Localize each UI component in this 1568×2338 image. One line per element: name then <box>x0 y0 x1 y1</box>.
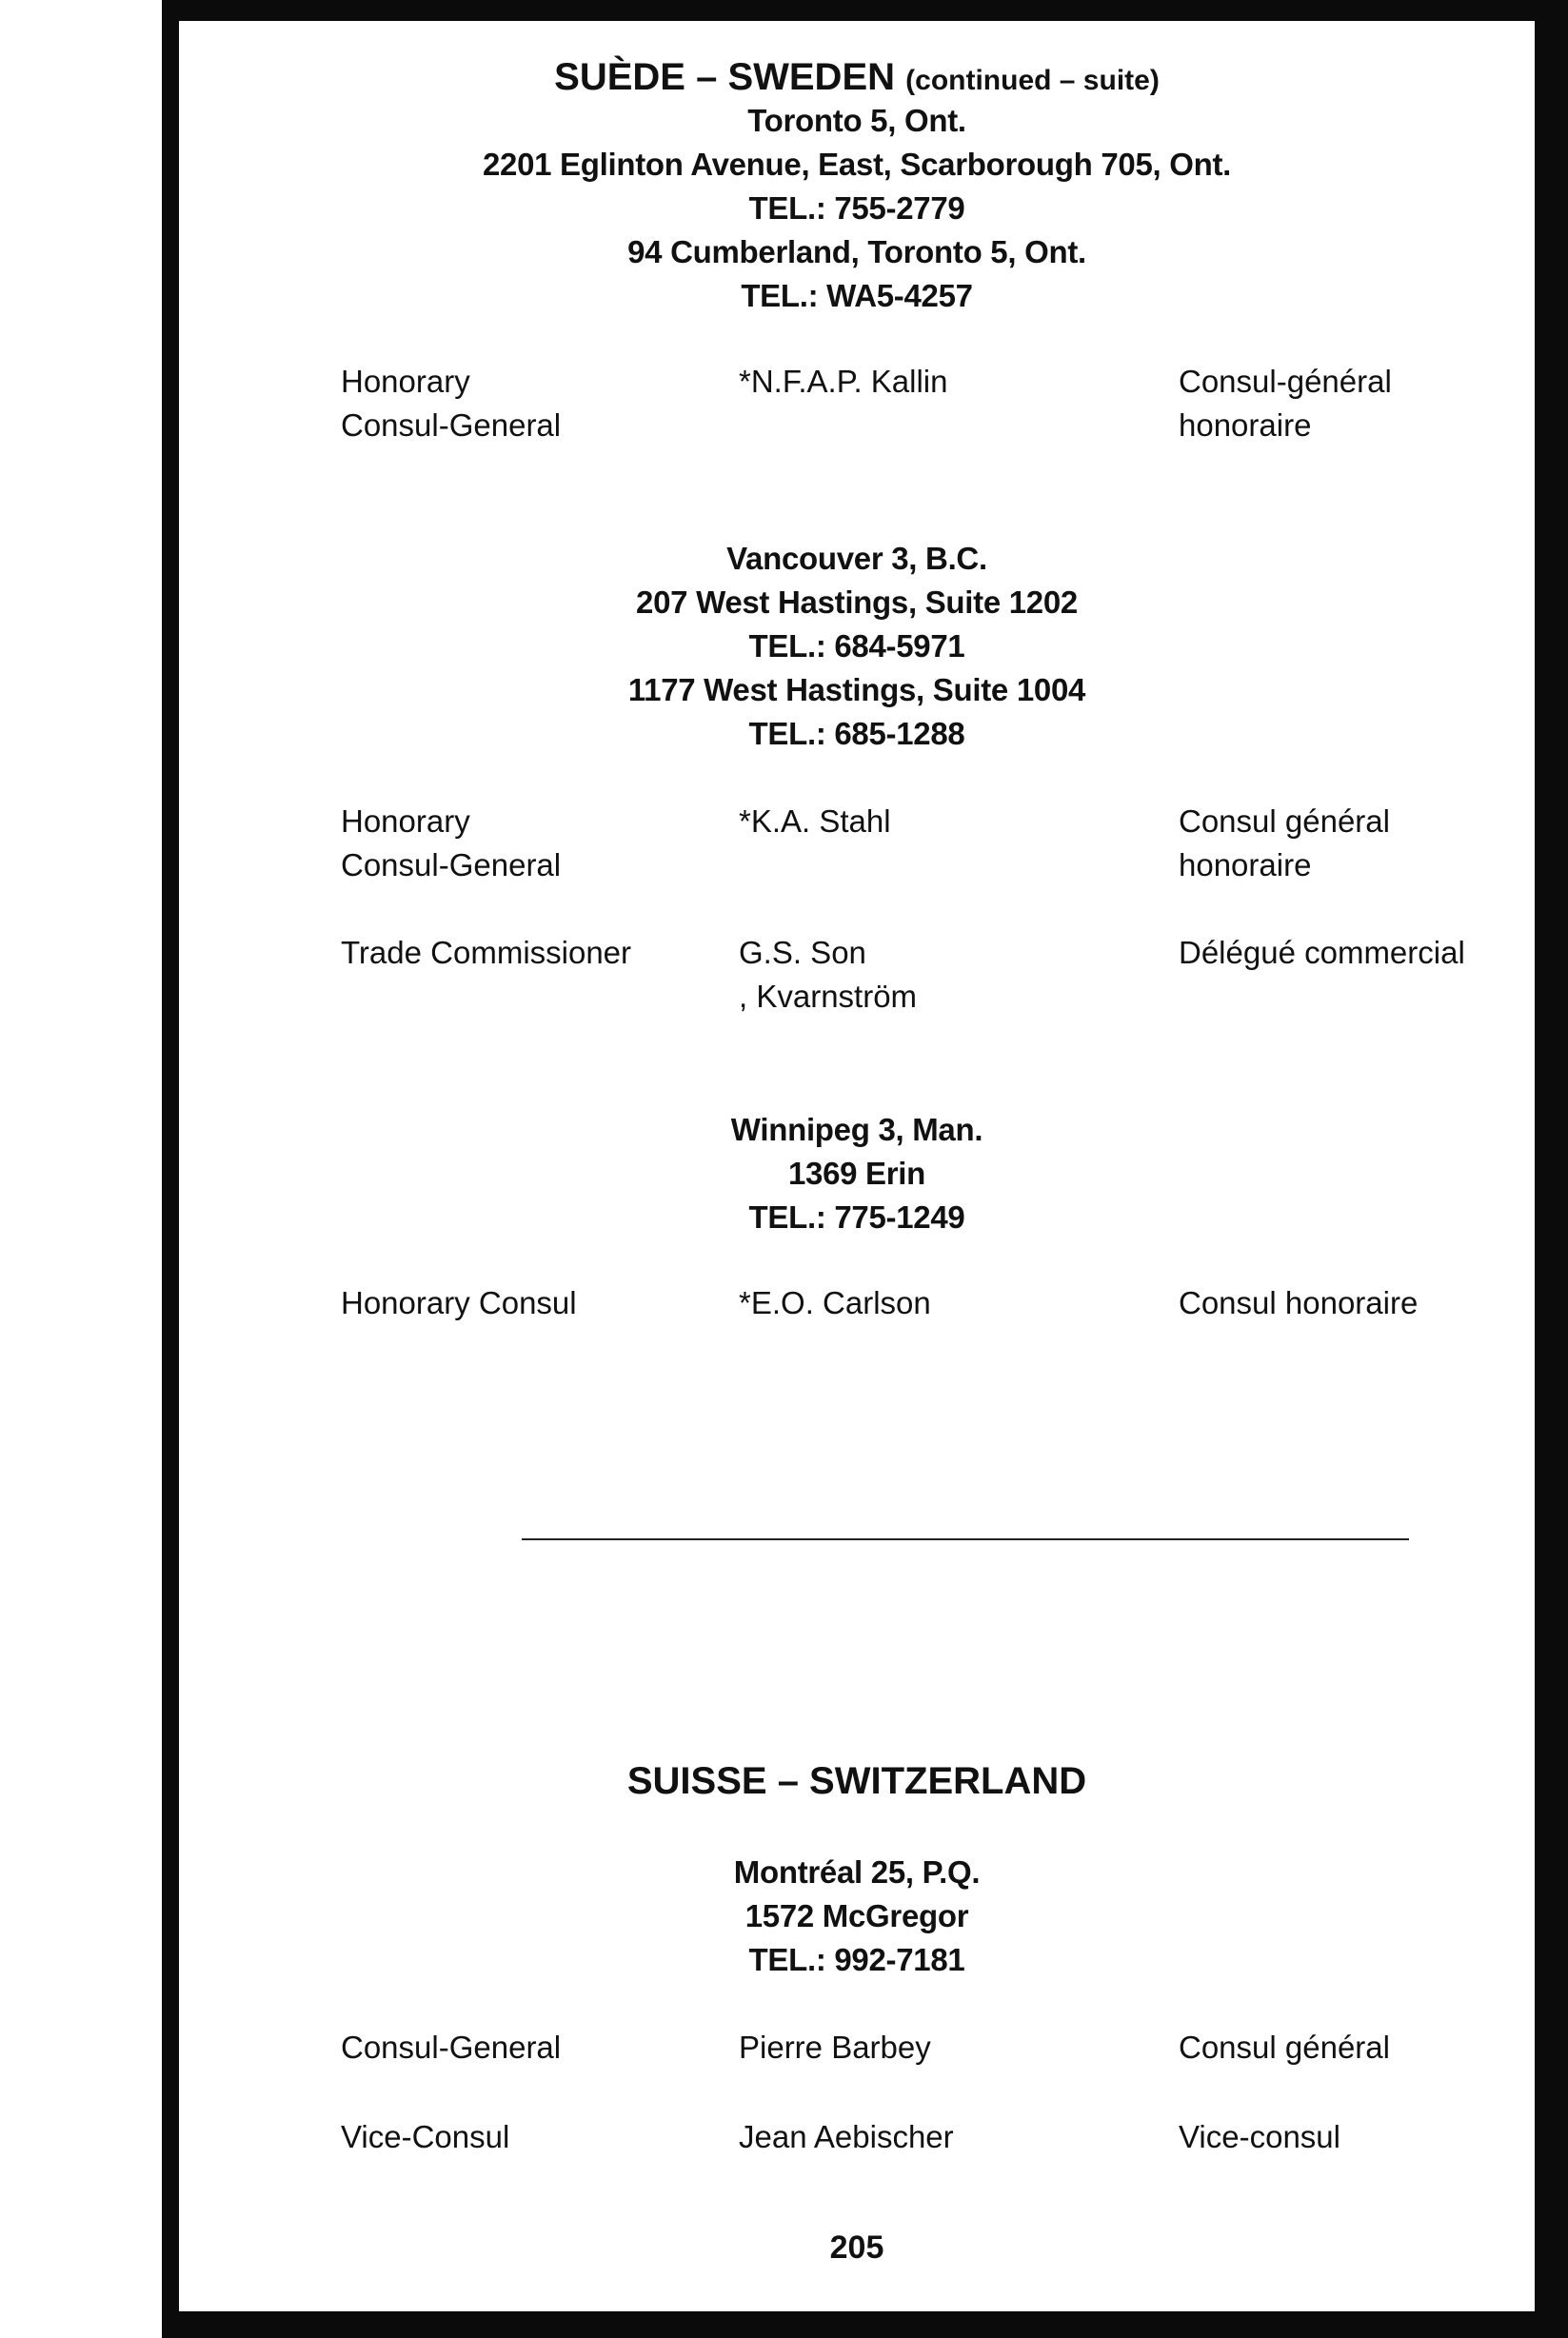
title-english-line: Trade Commissioner <box>341 935 632 970</box>
vancouver-city: Vancouver 3, B.C. <box>726 541 987 576</box>
title-english-line: Vice-Consul <box>341 2119 510 2154</box>
title-english-line: Consul-General <box>341 407 562 443</box>
official-name-line: G.S. Son <box>739 935 866 970</box>
title-french-line: Consul général <box>1179 803 1390 839</box>
title-english <box>341 800 703 887</box>
title-french-line: honoraire <box>1179 407 1312 443</box>
official-name-line: Pierre Barbey <box>739 2030 931 2065</box>
sweden-continued-note: (continued – suite) <box>905 65 1160 96</box>
title-french <box>1179 931 1521 975</box>
title-french-line: honoraire <box>1179 847 1312 882</box>
title-english-line: Consul-General <box>341 2030 562 2065</box>
title-french-line: Vice-consul <box>1179 2119 1340 2154</box>
winnipeg-city: Winnipeg 3, Man. <box>730 1112 983 1147</box>
toronto-tel-1: TEL.: 755-2779 <box>748 190 965 226</box>
vancouver-tel-2: TEL.: 685-1288 <box>748 716 965 751</box>
title-english <box>341 2115 703 2159</box>
title-french <box>1179 1281 1521 1325</box>
title-french-line: Consul honoraire <box>1179 1285 1419 1320</box>
official-name <box>739 931 1158 1019</box>
title-french <box>1179 360 1521 447</box>
official-name <box>739 1281 1158 1325</box>
title-english <box>341 1281 703 1325</box>
title-english <box>341 2026 703 2070</box>
scan-right-border <box>1535 0 1568 2338</box>
official-name-line: *N.F.A.P. Kallin <box>739 364 948 399</box>
scan-top-border <box>177 0 1568 21</box>
title-english-line: Honorary <box>341 364 470 399</box>
scan-bottom-border <box>177 2311 1568 2338</box>
montreal-tel-1: TEL.: 992-7181 <box>748 1942 965 1977</box>
montreal-address-1: 1572 McGregor <box>744 1898 969 1933</box>
title-english <box>341 931 703 975</box>
official-name <box>739 2115 1158 2159</box>
official-name <box>739 800 1158 843</box>
official-name <box>739 2026 1158 2070</box>
winnipeg-address-1: 1369 Erin <box>787 1156 926 1191</box>
title-english-line: Consul-General <box>341 847 562 882</box>
title-french <box>1179 800 1521 887</box>
toronto-address-1: 2201 Eglinton Avenue, East, Scarborough 705, Ont. <box>482 147 1232 182</box>
document-page <box>179 21 1535 2311</box>
title-french-line: Délégué commercial <box>1179 935 1465 970</box>
vancouver-address-2: 1177 West Hastings, Suite 1004 <box>627 672 1086 707</box>
title-english-line: Honorary <box>341 803 470 839</box>
toronto-address-2: 94 Cumberland, Toronto 5, Ont. <box>627 234 1086 269</box>
section-title-switzerland: SUISSE – SWITZERLAND <box>626 1760 1087 1802</box>
title-english-line: Honorary Consul <box>341 1285 577 1320</box>
section-title-sweden <box>179 55 1535 103</box>
montreal-city: Montréal 25, P.Q. <box>733 1854 981 1890</box>
winnipeg-tel-1: TEL.: 775-1249 <box>748 1199 965 1235</box>
sweden-title: SUÈDE – SWEDEN <box>554 56 896 98</box>
title-french <box>1179 2115 1521 2159</box>
official-name-line: *K.A. Stahl <box>739 803 891 839</box>
vancouver-address-1: 207 West Hastings, Suite 1202 <box>636 584 1078 620</box>
title-french-line: Consul général <box>1179 2030 1390 2065</box>
official-name-line: , Kvarnström <box>739 979 918 1014</box>
title-french <box>1179 2026 1521 2070</box>
binding-shadow <box>162 0 179 2338</box>
official-name-line: *E.O. Carlson <box>739 1285 931 1320</box>
official-name-line: Jean Aebischer <box>739 2119 954 2154</box>
toronto-tel-2: TEL.: WA5-4257 <box>741 278 973 313</box>
title-french-line: Consul-général <box>1179 364 1392 399</box>
scan-left-margin <box>0 0 160 2338</box>
page-number: 205 <box>829 2229 884 2266</box>
title-english <box>341 360 703 447</box>
toronto-city: Toronto 5, Ont. <box>747 103 966 138</box>
official-name <box>739 360 1158 404</box>
vancouver-tel-1: TEL.: 684-5971 <box>748 628 965 664</box>
section-divider <box>522 1538 1409 1540</box>
